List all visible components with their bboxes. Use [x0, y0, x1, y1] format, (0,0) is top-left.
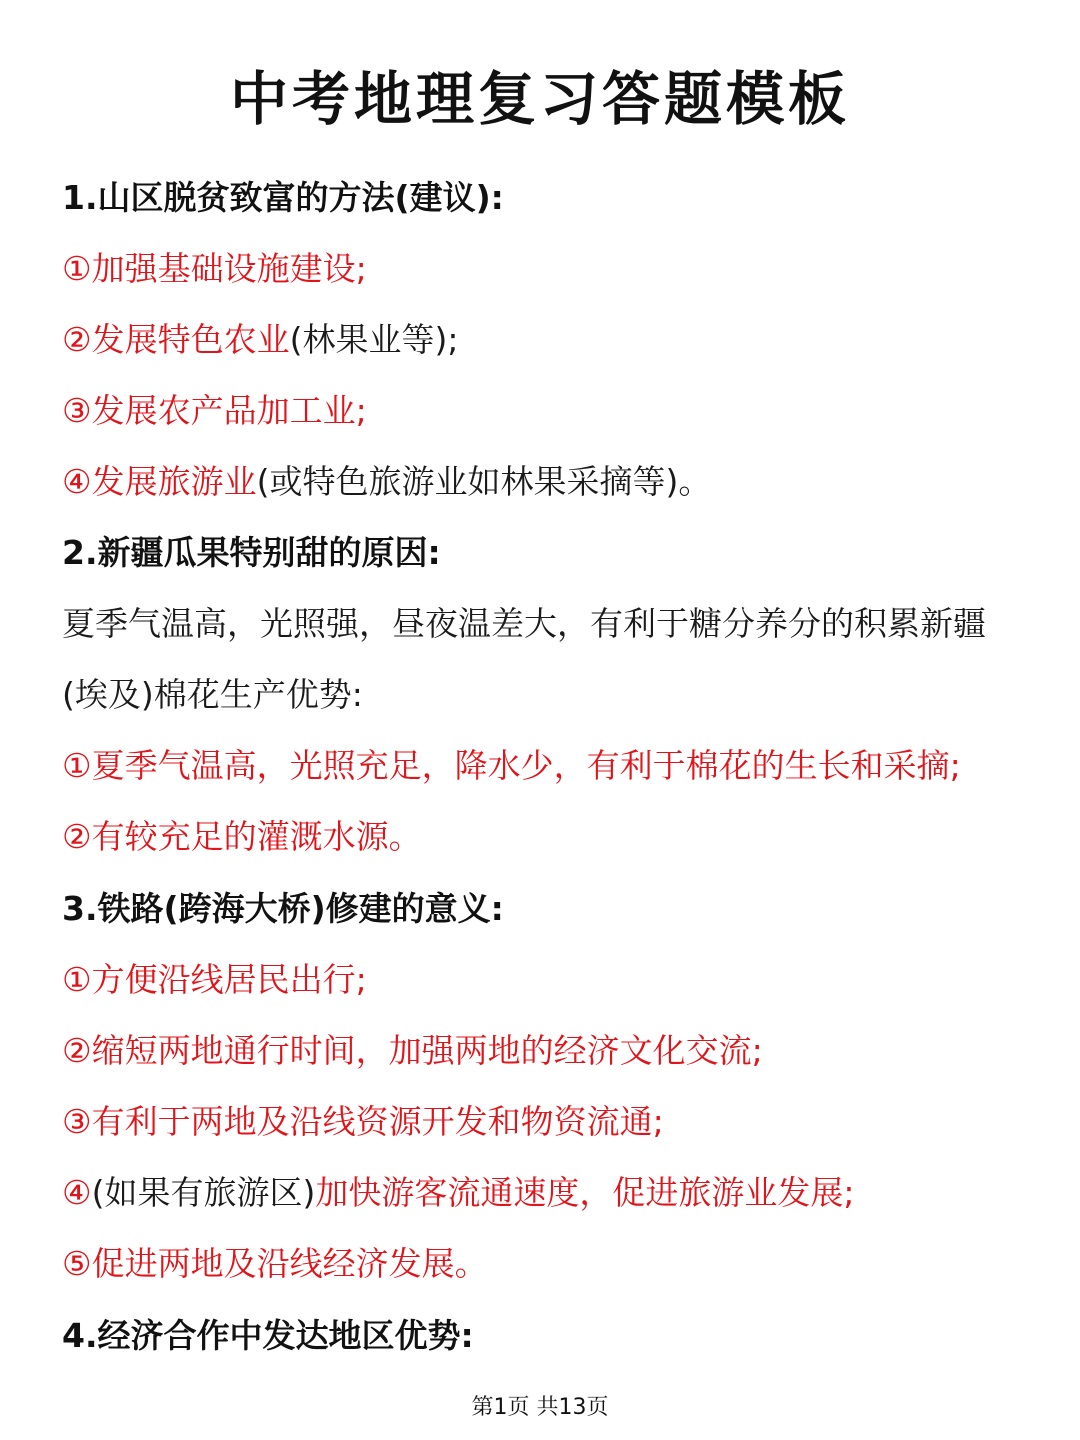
item-text-black: (如果有旅游区) — [91, 1173, 316, 1212]
section-2-paragraph-line-2: (埃及)棉花生产优势: — [62, 675, 363, 714]
section-2-paragraph-line-1: 夏季气温高，光照强，昼夜温差大，有利于糖分养分的积累新疆 — [62, 604, 986, 643]
item-text-red: ③发展农产品加工业; — [62, 391, 367, 430]
item-text-red: ③有利于两地及沿线资源开发和物资流通; — [62, 1102, 664, 1141]
item-text-red: ②发展特色农业 — [62, 320, 290, 359]
item-text-red: ①夏季气温高，光照充足，降水少，有利于棉花的生长和采摘; — [62, 746, 961, 785]
section-2-item-1 — [62, 740, 1020, 787]
page-title: 中考地理复习答题模板 — [229, 65, 850, 133]
item-text-red: 加快游客流通速度，促进旅游业发展; — [315, 1173, 855, 1212]
section-2-heading: 2.新疆瓜果特别甜的原因: — [62, 533, 441, 572]
item-text-black: (林果业等); — [289, 320, 459, 359]
item-text-black: (或特色旅游业如林果采摘等)。 — [256, 462, 712, 501]
item-text-red: ①方便沿线居民出行; — [62, 960, 367, 999]
item-text-red: ①加强基础设施建设; — [62, 249, 367, 288]
page-footer: 第1页 共13页 — [471, 1395, 609, 1420]
item-text-red: ④发展旅游业 — [62, 462, 257, 501]
section-3-heading: 3.铁路(跨海大桥)修建的意义: — [62, 889, 504, 928]
section-3-item-2 — [62, 1025, 1020, 1072]
item-text-red: ⑤促进两地及沿线经济发展。 — [62, 1244, 488, 1283]
item-text-red: ②有较充足的灌溉水源。 — [62, 817, 422, 856]
section-3-item-1 — [62, 954, 1020, 1001]
section-1-heading: 1.山区脱贫致富的方法(建议): — [62, 178, 504, 217]
section-4-heading: 4.经济合作中发达地区优势: — [62, 1316, 474, 1355]
section-1-item-3 — [62, 385, 1020, 432]
section-1-item-2 — [62, 314, 1020, 361]
item-text-red: ②缩短两地通行时间，加强两地的经济文化交流; — [62, 1031, 763, 1070]
section-2-item-2 — [62, 811, 1020, 858]
section-3-item-5 — [62, 1238, 1020, 1285]
section-1-item-4 — [62, 456, 1020, 503]
item-number: ④ — [62, 1173, 92, 1212]
section-3-item-4 — [62, 1167, 1020, 1214]
section-3-item-3 — [62, 1096, 1020, 1143]
section-1-item-1 — [62, 243, 1020, 290]
